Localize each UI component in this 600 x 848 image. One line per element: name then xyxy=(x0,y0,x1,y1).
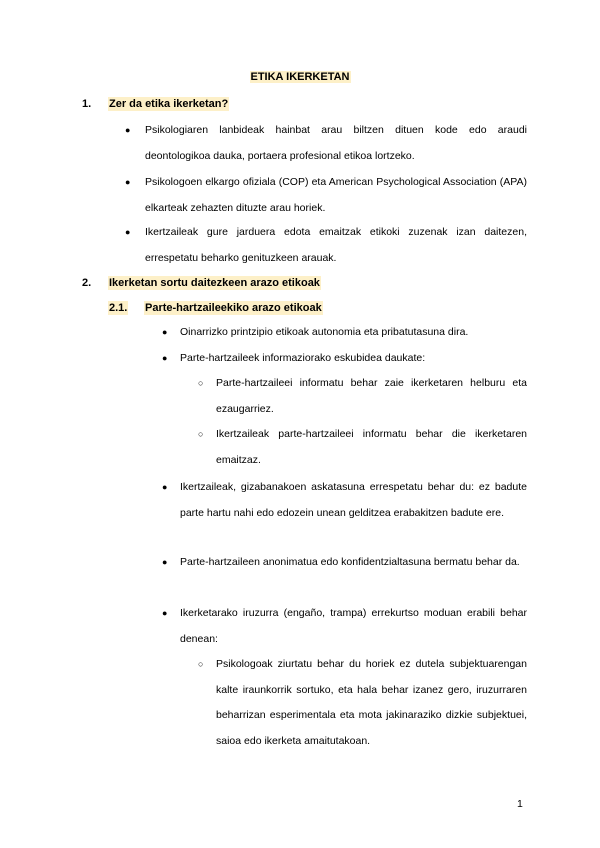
list-item: ● Ikertzaileak gure jarduera edota emaitzak etikoki zuzenak izan daitezen, errespetatu beharko genituzkeen arauak. xyxy=(145,220,527,271)
sub-list-item: ○ Parte-hartzaileei informatu behar zaie ikerketaren helburu eta ezaugarriez. xyxy=(216,371,527,422)
sub-list-item: ○ Psikologoak ziurtatu behar du horiek ez dutela subjektuarengan kalte iraunkorrik sortuko, eta hala behar izanez gero, iruzurraren beharrizan esperimentala eta mota jakinaraziko dizkie subjektuei, saioa edo ikerketa amaitutakoan. xyxy=(216,652,527,754)
list-item: ● Psikologiaren lanbideak hainbat arau biltzen dituen kode edo araudi deontologikoa dauka, portaera profesional etikoa lortzeko. xyxy=(145,118,527,169)
bullet-icon: ● xyxy=(162,557,168,567)
bullet-icon: ● xyxy=(162,353,168,363)
bullet-icon: ● xyxy=(125,177,131,187)
page-number: 1 xyxy=(517,798,523,810)
list-item: ● Oinarrizko printzipio etikoak autonomia eta pribatutasuna dira. xyxy=(180,320,527,346)
list-item: ● Psikologoen elkargo ofiziala (COP) eta American Psychological Association (APA) elkarteak zehazten dituzte arau horiek. xyxy=(145,170,527,221)
list-item: ● Parte-hartzaileen anonimatua edo konfidentzialtasuna bermatu behar da. xyxy=(180,550,527,576)
circle-bullet-icon: ○ xyxy=(198,659,204,669)
sub-list-item: ○ Ikertzaileak parte-hartzaileei informatu behar die ikerketaren emaitzaz. xyxy=(216,422,527,473)
list-item: ● Ikertzaileak, gizabanakoen askatasuna errespetatu behar du: ez badute parte hartu nahi edo edozein unean gelditzea erabakitzen badute ere. xyxy=(180,475,527,526)
list-item: ● Ikerketarako iruzurra (engaño, trampa) errekurtso moduan erabili behar denean: xyxy=(180,601,527,652)
bullet-icon: ● xyxy=(125,227,131,237)
bullet-icon: ● xyxy=(162,482,168,492)
circle-bullet-icon: ○ xyxy=(198,429,204,439)
bullet-icon: ● xyxy=(162,327,168,337)
list-item: ● Parte-hartzaileek informaziorako eskubidea daukate: xyxy=(180,346,527,372)
document-title: ETIKA IKERKETAN xyxy=(250,71,350,83)
circle-bullet-icon: ○ xyxy=(198,378,204,388)
bullet-icon: ● xyxy=(125,125,131,135)
bullet-icon: ● xyxy=(162,608,168,618)
